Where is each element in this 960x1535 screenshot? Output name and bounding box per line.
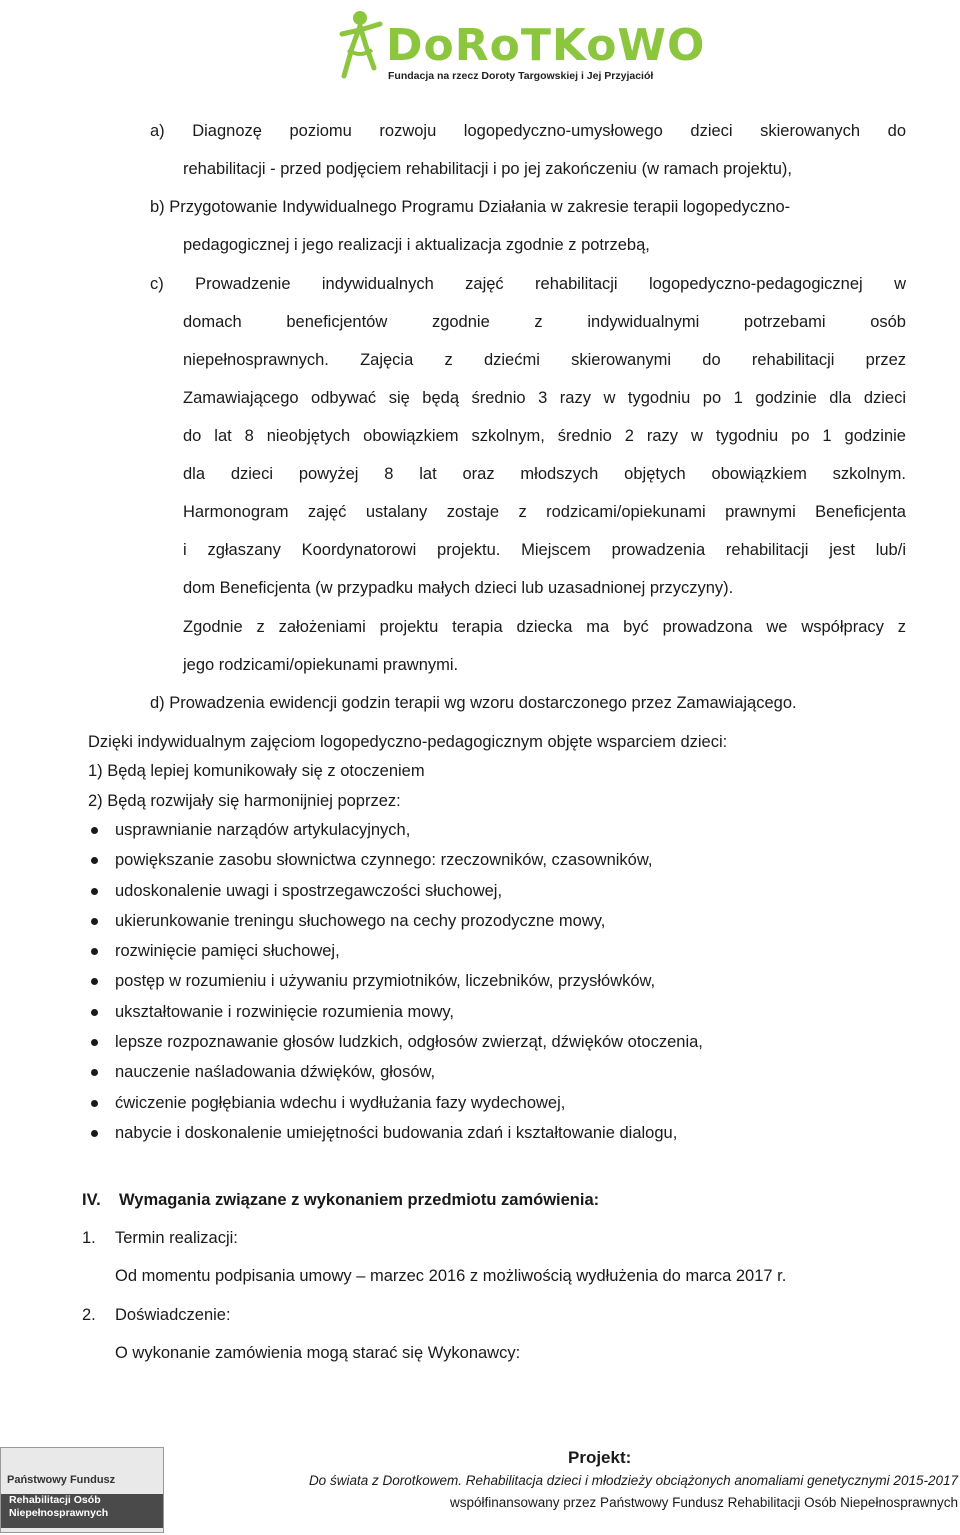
- list-item: usprawnianie narządów artykulacyjnych,: [115, 821, 411, 839]
- bullet-icon: [91, 948, 98, 955]
- pfron-logo-line-2: Rehabilitacji Osób: [9, 1494, 101, 1506]
- list-item: ukształtowanie i rozwinięcie rozumienia mowy,: [115, 1003, 454, 1021]
- item-c-line-10: Zgodnie z założeniami projektu terapia dziecka ma być prowadzona we współpracy z: [183, 618, 906, 636]
- footer-project-label: Projekt:: [568, 1448, 632, 1467]
- item-c-line-7: Harmonogram zajęć ustalany zostaje z rodzicami/opiekunami prawnymi Beneficjenta: [183, 503, 906, 521]
- section-number: IV.: [82, 1191, 101, 1209]
- item-c-line-3: niepełnosprawnych. Zajęcia z dziećmi skierowanymi do rehabilitacji przez: [183, 351, 906, 369]
- pfron-logo-line-3: Niepełnosprawnych: [9, 1507, 109, 1519]
- point-2-text: O wykonanie zamówienia mogą starać się Wykonawcy:: [115, 1344, 521, 1362]
- dorotkowo-logo: [322, 6, 706, 88]
- item-c-line-9: dom Beneficjenta (w przypadku małych dzieci lub uzasadnionej przyczyny).: [183, 579, 734, 597]
- item-c-line-4: Zamawiającego odbywać się będą średnio 3 razy w tygodniu po 1 godzinie dla dzieci: [183, 389, 906, 407]
- bullet-icon: [91, 1130, 98, 1137]
- point-1-text: Od momentu podpisania umowy – marzec 2016 z możliwością wydłużenia do marca 2017 r.: [115, 1267, 787, 1285]
- benefits-intro: Dzięki indywidualnym zajęciom logopedyczno-pedagogicznym objęte wsparciem dzieci:: [88, 733, 728, 751]
- footer-cofinanced: współfinansowany przez Państwowy Fundusz Rehabilitacji Osób Niepełnosprawnych: [449, 1495, 958, 1510]
- pfron-logo-line-1: Państwowy Fundusz: [7, 1474, 116, 1486]
- item-b-line-2: pedagogicznej i jego realizacji i aktualizacja zgodnie z potrzebą,: [183, 236, 650, 254]
- list-item: ukierunkowanie treningu słuchowego na cechy prozodyczne mowy,: [115, 912, 606, 930]
- bullet-icon: [91, 978, 98, 985]
- item-c-line-11: jego rodzicami/opiekunami prawnymi.: [183, 656, 459, 674]
- bullet-icon: [91, 1100, 98, 1107]
- logo-subtitle: Fundacja na rzecz Doroty Targowskiej i Jej Przyjaciół: [388, 70, 654, 82]
- bullet-icon: [91, 918, 98, 925]
- item-d-line-1: d) Prowadzenia ewidencji godzin terapii wg wzoru dostarczonego przez Zamawiającego.: [150, 694, 797, 712]
- item-c-line-5: do lat 8 nieobjętych obowiązkiem szkolnym, średnio 2 razy w tygodniu po 1 godzinie: [183, 427, 906, 445]
- item-c-line-2: domach beneficjentów zgodnie z indywidualnymi potrzebami osób: [183, 313, 906, 331]
- pfron-logo-band: [1, 1494, 163, 1528]
- item-b-line-1: b) Przygotowanie Indywidualnego Programu Działania w zakresie terapii logopedyczno-: [150, 198, 791, 216]
- bullet-icon: [91, 857, 98, 864]
- logo-wordmark: DoRoTKoWO: [386, 20, 706, 71]
- list-item: rozwinięcie pamięci słuchowej,: [115, 942, 340, 960]
- point-2-label: Doświadczenie:: [115, 1306, 231, 1324]
- footer-project-title: Do świata z Dorotkowem. Rehabilitacja dzieci i młodzieży obciążonych anomaliami genetycznymi 2015-2017: [308, 1473, 958, 1488]
- list-item: postęp w rozumieniu i używaniu przymiotników, liczebników, przysłówków,: [115, 972, 656, 990]
- bullet-icon: [91, 1069, 98, 1076]
- benefit-item-1: 1) Będą lepiej komunikowały się z otoczeniem: [88, 762, 425, 780]
- bullet-icon: [91, 888, 98, 895]
- benefit-item-2: 2) Będą rozwijały się harmonijniej poprzez:: [88, 792, 401, 810]
- point-1-label: Termin realizacji:: [115, 1229, 238, 1247]
- list-item: lepsze rozpoznawanie głosów ludzkich, odgłosów zwierząt, dźwięków otoczenia,: [115, 1033, 703, 1051]
- list-item: nauczenie naśladowania dźwięków, głosów,: [115, 1063, 436, 1081]
- item-a-line-1: a) Diagnozę poziomu rozwoju logopedyczno-umysłowego dzieci skierowanych do: [150, 122, 906, 140]
- point-1-number: 1.: [82, 1229, 96, 1247]
- item-c-line-8: i zgłaszany Koordynatorowi projektu. Miejscem prowadzenia rehabilitacji jest lub/i: [183, 541, 906, 559]
- item-c-line-6: dla dzieci powyżej 8 lat oraz młodszych objętych obowiązkiem szkolnym.: [183, 465, 906, 483]
- list-item: powiększanie zasobu słownictwa czynnego: rzeczowników, czasowników,: [115, 851, 653, 869]
- bullet-icon: [91, 1039, 98, 1046]
- list-item: udoskonalenie uwagi i spostrzegawczości słuchowej,: [115, 882, 503, 900]
- bullet-icon: [91, 827, 98, 834]
- list-item: ćwiczenie pogłębiania wdechu i wydłużania fazy wydechowej,: [115, 1094, 566, 1112]
- point-2-number: 2.: [82, 1306, 96, 1324]
- item-a-line-2: rehabilitacji - przed podjęciem rehabilitacji i po jej zakończeniu (w ramach projektu),: [183, 160, 792, 178]
- bullet-icon: [91, 1009, 98, 1016]
- section-title: Wymagania związane z wykonaniem przedmiotu zamówienia:: [119, 1191, 600, 1209]
- pfron-logo: [0, 1447, 164, 1533]
- item-c-line-1: c) Prowadzenie indywidualnych zajęć rehabilitacji logopedyczno-pedagogicznej w: [150, 275, 906, 293]
- list-item: nabycie i doskonalenie umiejętności budowania zdań i kształtowanie dialogu,: [115, 1124, 678, 1142]
- dancer-figure-icon: [322, 6, 392, 88]
